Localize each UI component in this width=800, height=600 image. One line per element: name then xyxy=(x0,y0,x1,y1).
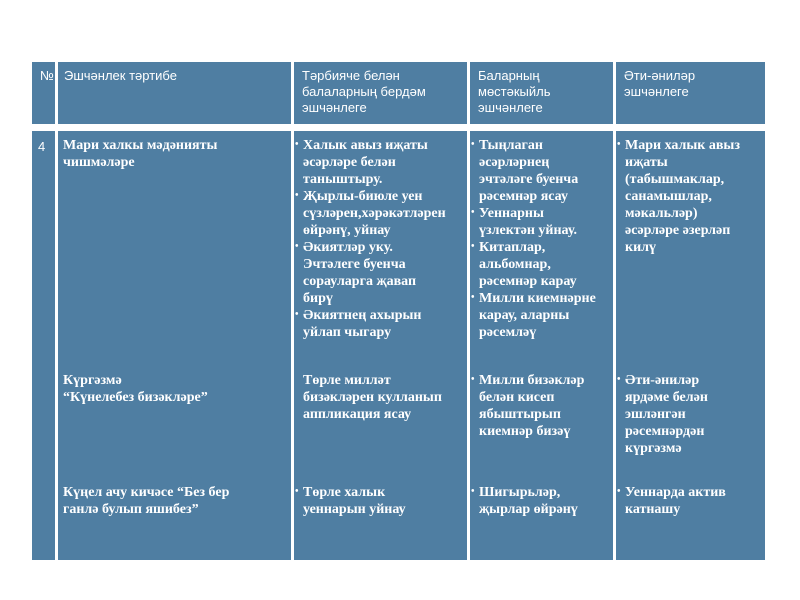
text-line: уеннарын уйнау xyxy=(303,502,406,517)
activity-item-3 xyxy=(63,484,288,518)
list-item xyxy=(472,205,617,239)
activity-item-2 xyxy=(63,372,288,406)
activity-text-line: чишмәләре xyxy=(63,155,135,170)
text-line: ярдәме белән xyxy=(625,390,708,405)
activity-text-line: Мари халкы мәдәнияты xyxy=(63,138,218,153)
list-item-line: • Тыңлаган xyxy=(479,138,543,153)
list-item-line: таныштыру. xyxy=(303,172,383,187)
text-line: катнашу xyxy=(625,502,681,517)
header-independent-activity-line: эшчәнлеге xyxy=(478,100,543,115)
text-line: киемнәр бизәү xyxy=(479,424,571,439)
text-line: • Мари халык авыз xyxy=(625,138,740,153)
list-item-line: • Әкиятләр уку. xyxy=(303,240,393,255)
text-line: мәкальләр) xyxy=(625,206,698,221)
list-item-line: Эчтәлеге буенча xyxy=(303,257,406,272)
text-line: килү xyxy=(625,240,656,255)
header-col3-cell xyxy=(470,62,613,124)
independent-activity-item-3 xyxy=(472,484,617,518)
header-col2-cell xyxy=(294,62,467,124)
list-item-line: сорауларга җавап xyxy=(303,274,417,289)
column-divider xyxy=(291,131,294,560)
independent-activity-item-2 xyxy=(472,372,617,440)
header-parents-activity-line: Әти-әниләр xyxy=(624,68,696,83)
list-item-line: рәсемнәр карау xyxy=(479,274,577,289)
list-item-line: • Халык авыз иҗаты xyxy=(303,138,428,153)
text-line: иҗаты xyxy=(625,155,668,170)
header-activity-order: Эшчәнлек тәртибе xyxy=(64,68,177,83)
activity-text-line: “Күнелебез бизәкләре” xyxy=(63,390,208,405)
list-item xyxy=(296,484,468,518)
list-item-line: • Милли киемнәрне xyxy=(479,291,596,306)
activity-text-line: Күргәзмә xyxy=(63,373,122,388)
text-line: • Төрле халык xyxy=(303,485,386,500)
row-number-text: 4 xyxy=(38,139,46,154)
row-divider xyxy=(32,124,765,131)
list-item-line: үзлектән уйнау. xyxy=(479,223,577,238)
parents-activity-item-3 xyxy=(618,484,768,518)
joint-activity-bullets xyxy=(296,137,468,341)
list-item xyxy=(618,484,768,518)
list-item xyxy=(296,137,468,188)
list-item xyxy=(618,137,768,256)
row-number xyxy=(38,138,45,155)
joint-activity-item-2 xyxy=(303,372,465,423)
header-joint-activity-line: эшчәнлеге xyxy=(302,100,367,115)
parents-activity-item-1 xyxy=(618,137,768,256)
list-item xyxy=(472,484,617,518)
list-item-line: • Уеннарны xyxy=(479,206,544,221)
list-item xyxy=(296,188,468,239)
column-divider xyxy=(55,131,58,560)
header-joint-activity-line: Тәрбияче белән xyxy=(302,68,400,83)
header-parents-activity-line: эшчәнлеге xyxy=(624,84,689,99)
list-item-line: әсәрләре белән xyxy=(303,155,396,170)
header-independent-activity-line: мөстәкыйль xyxy=(478,84,551,99)
list-item-line: әсәрләрнең xyxy=(479,155,550,170)
text-line: • Милли бизәкләр xyxy=(479,373,585,388)
header-number: № xyxy=(40,68,54,83)
list-item-line: бирү xyxy=(303,291,333,306)
joint-activity-item-3 xyxy=(296,484,468,518)
text-line: әсәрләре әзерләп xyxy=(625,223,731,238)
text-line: • Әти-әниләр xyxy=(625,373,700,388)
activity-text-line: ганлә булып яшибез” xyxy=(63,502,199,517)
text-line: белән кисеп xyxy=(479,390,555,405)
list-item xyxy=(472,290,617,341)
list-item-line: рәсемләү xyxy=(479,325,537,340)
independent-activity-bullets xyxy=(472,137,617,341)
text-line: бизәкләрен кулланып xyxy=(303,390,442,405)
list-item-line: эчтәләге буенча xyxy=(479,172,579,187)
text-line: рәсемнәрдән xyxy=(625,424,705,439)
header-joint-activity-line: балаларның бердәм xyxy=(302,84,426,99)
list-item xyxy=(472,239,617,290)
text-line: җырлар өйрәнү xyxy=(479,502,578,517)
header-number-cell xyxy=(32,62,55,124)
parents-activity-item-2 xyxy=(618,372,768,457)
text-line: Төрле милләт xyxy=(303,373,391,388)
activity-table xyxy=(32,62,765,560)
text-line: эшләнгән xyxy=(625,407,686,422)
list-item xyxy=(296,307,468,341)
list-item xyxy=(296,239,468,307)
list-item-line: рәсемнәр ясау xyxy=(479,189,568,204)
text-line: (табышмаклар, xyxy=(625,172,725,187)
text-line: • Шигырьләр, xyxy=(479,485,561,500)
list-item-line: • Китаплар, xyxy=(479,240,546,255)
list-item-line: • Әкиятнең ахырын xyxy=(303,308,422,323)
list-item-line: уйлап чыгару xyxy=(303,325,392,340)
header-col4-cell xyxy=(616,62,765,124)
header-independent-activity-line: Баларның xyxy=(478,68,540,83)
list-item-line: өйрәнү, уйнау xyxy=(303,223,391,238)
text-line: санамышлар, xyxy=(625,189,712,204)
text-line: • Уеннарда актив xyxy=(625,485,726,500)
list-item xyxy=(472,137,617,205)
text-line: ябыштырып xyxy=(479,407,561,422)
list-item xyxy=(618,372,768,457)
activity-item-1 xyxy=(63,137,288,171)
list-item-line: карау, аларны xyxy=(479,308,570,323)
activity-text-line: Күңел ачу кичәсе “Без бер xyxy=(63,485,230,500)
text-line: аппликация ясау xyxy=(303,407,412,422)
list-item-line: альбомнар, xyxy=(479,257,551,272)
list-item xyxy=(472,372,617,440)
list-item-line: • Җырлы-биюле уен xyxy=(303,189,423,204)
list-item-line: сүзләрен,хәрәкәтләрен xyxy=(303,206,446,221)
header-col1-cell xyxy=(58,62,291,124)
text-line: күргәзмә xyxy=(625,441,682,456)
